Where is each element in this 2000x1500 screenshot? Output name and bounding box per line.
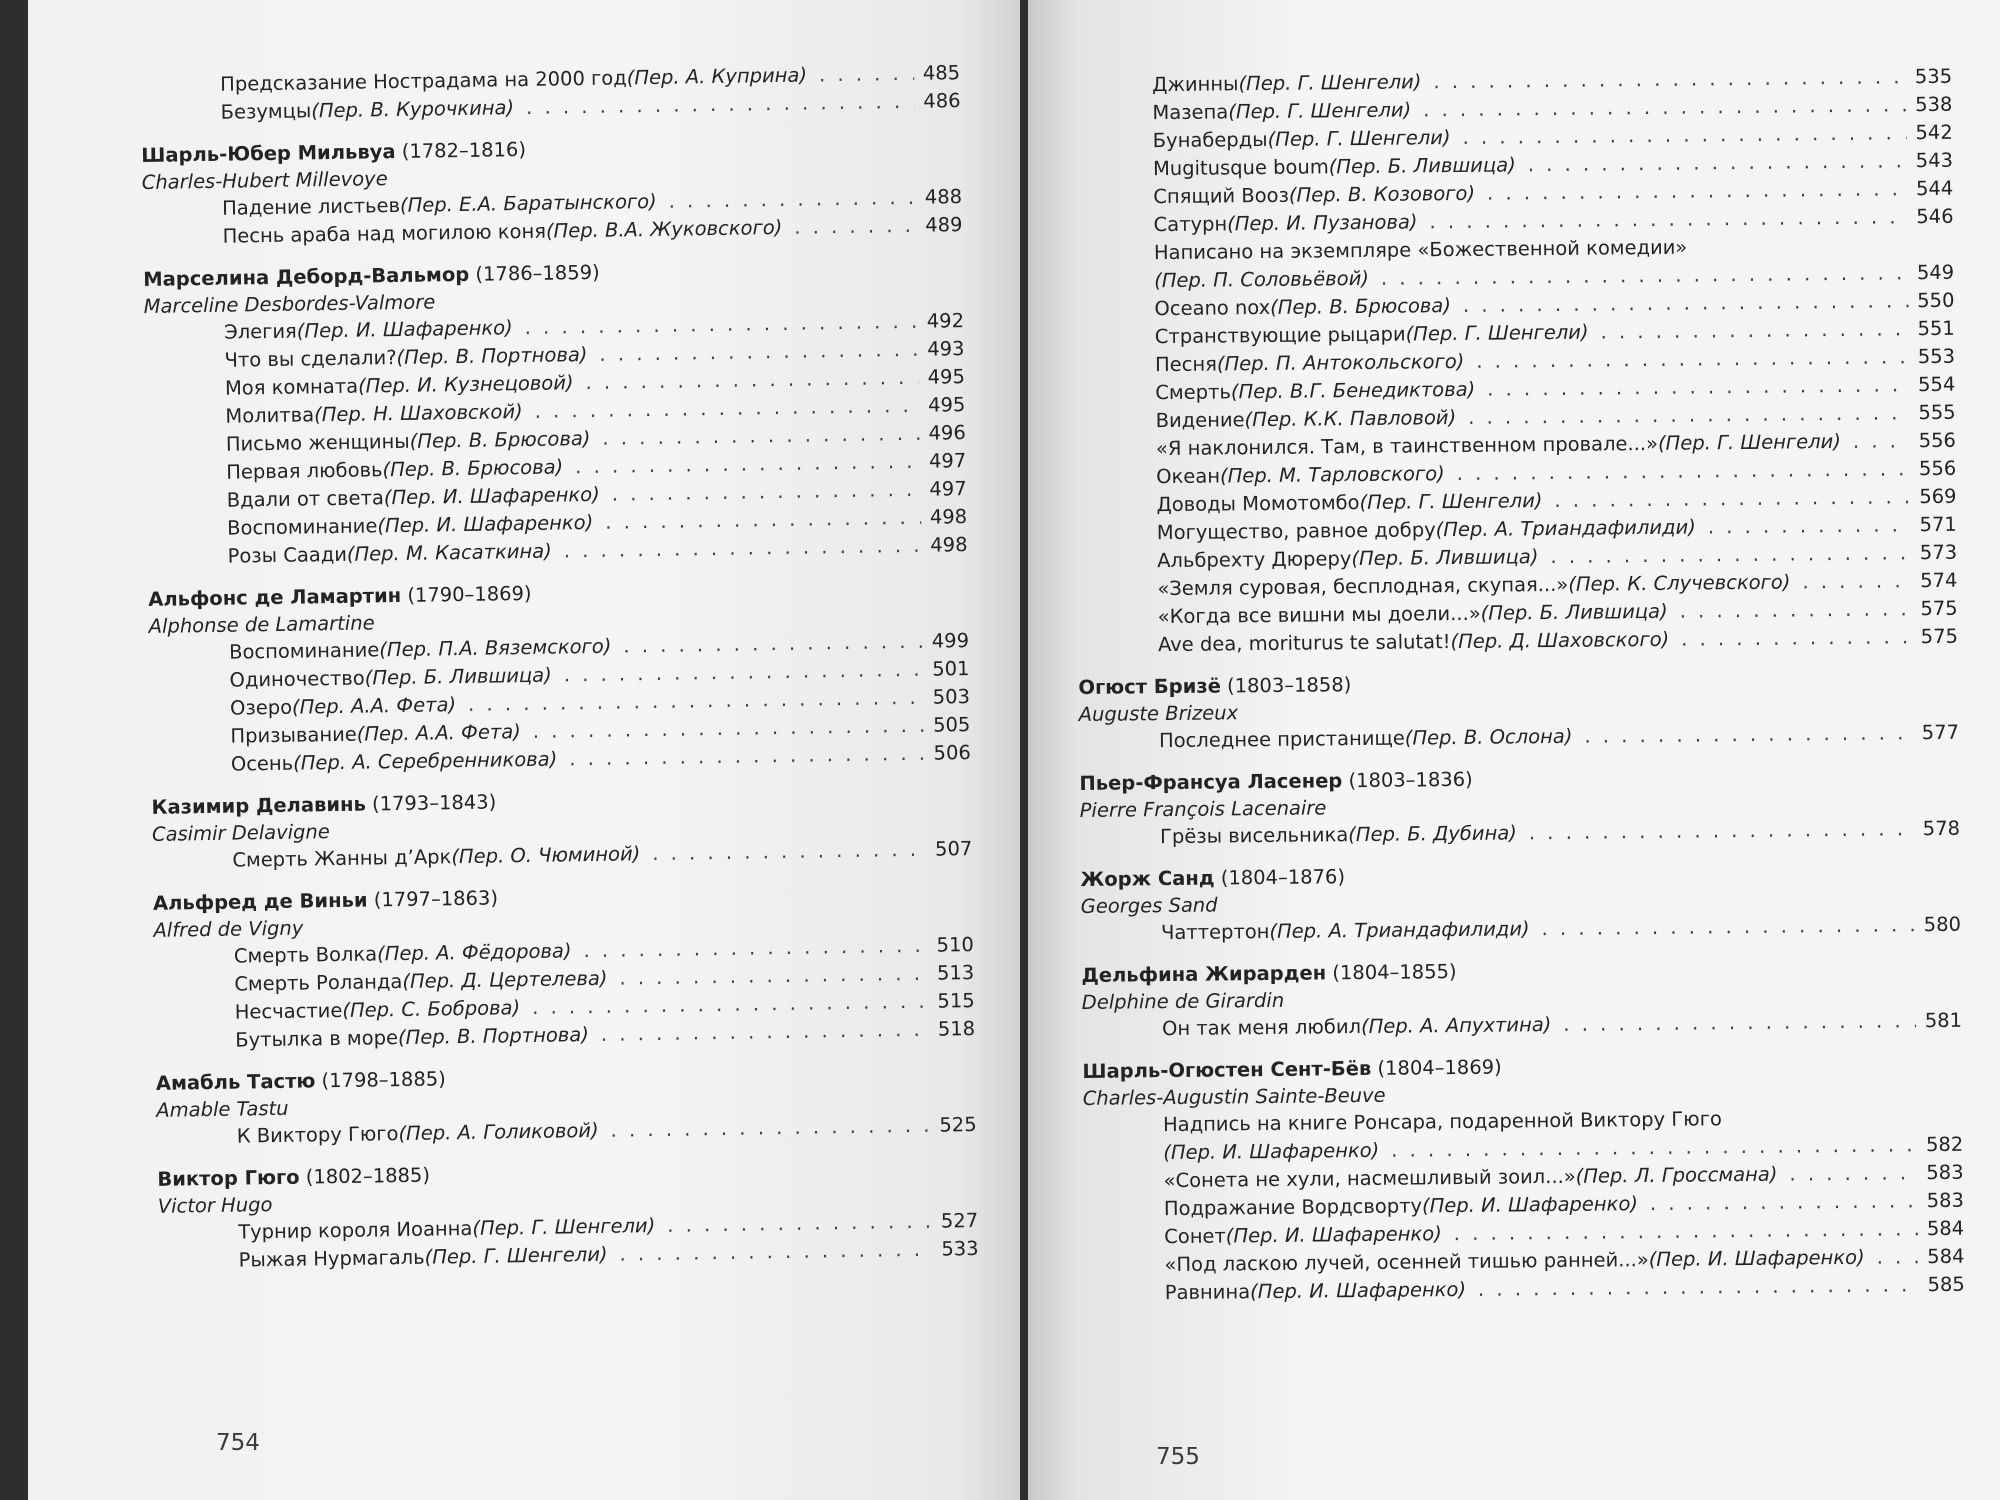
author-years: (1786–1859) bbox=[469, 260, 600, 286]
entry-translator: (Пер. Г. Шенгели) bbox=[1405, 320, 1589, 346]
dot-leader bbox=[1528, 147, 1908, 179]
entry-page-number: 497 bbox=[929, 477, 967, 501]
entry-page-number: 485 bbox=[922, 61, 961, 85]
author-section bbox=[141, 129, 963, 252]
author-name: Пьер-Франсуа Ласенер bbox=[1079, 769, 1343, 795]
author-name: Огюст Бризё bbox=[1078, 674, 1221, 699]
dot-leader bbox=[1853, 427, 1910, 456]
entry-title: Розы Саади bbox=[227, 542, 348, 568]
entry-translator: (Пер. А. Серебренникова) bbox=[293, 747, 558, 775]
dot-leader bbox=[1802, 567, 1911, 596]
entry-translator: (Пер. П. Антокольского) bbox=[1216, 349, 1465, 376]
entry-translator: (Пер. В.Г. Бенедиктова) bbox=[1230, 377, 1476, 404]
author-original-name: Alphonse de Lamartine bbox=[148, 611, 375, 638]
entry-translator: (Пер. В. Ослона) bbox=[1404, 724, 1573, 750]
author-name: Шарль-Огюстен Сент-Бёв bbox=[1082, 1056, 1372, 1083]
author-name: Казимир Делавинь bbox=[151, 792, 366, 819]
dot-leader bbox=[1487, 175, 1908, 207]
entry-translator: (Пер. Г. Шенгели) bbox=[1228, 98, 1412, 124]
entry-translator: (Пер. В. Козового) bbox=[1288, 181, 1476, 207]
entry-page-number: 551 bbox=[1917, 316, 1955, 341]
entry-title: Доводы Момотомбо bbox=[1156, 491, 1360, 517]
entry-page-number: 495 bbox=[927, 393, 966, 417]
dot-leader bbox=[601, 1016, 930, 1049]
author-original-name: Delphine de Girardin bbox=[1081, 988, 1285, 1014]
entry-title: «Когда все вишни мы доели...» bbox=[1157, 601, 1481, 629]
entry-title: Элегия bbox=[223, 319, 298, 344]
entry-translator: (Пер. В.А. Жуковского) bbox=[545, 215, 783, 243]
entry-page-number: 584 bbox=[1927, 1244, 1965, 1269]
entry-page-number: 571 bbox=[1919, 512, 1957, 537]
entry-page-number: 527 bbox=[940, 1208, 979, 1233]
entry-title: Воспоминание bbox=[226, 514, 378, 540]
entry-translator: (Пер. Г. Шенгели) bbox=[1657, 429, 1842, 455]
entry-page-number: 575 bbox=[1920, 624, 1959, 649]
entry-translator: (Пер. М. Тарловского) bbox=[1219, 462, 1445, 488]
entry-title: Грёзы висельника bbox=[1159, 823, 1349, 849]
entry-translator: (Пер. М. Касаткина) bbox=[346, 539, 552, 566]
entry-translator: (Пер. С. Боброва) bbox=[342, 996, 521, 1022]
entry-translator: (Пер. А. Триандафилиди) bbox=[1435, 515, 1696, 542]
entry-translator: (Пер. А. Куприна) bbox=[626, 63, 808, 90]
entry-translator: (Пер. А.А. Фета) bbox=[356, 720, 521, 746]
entry-page-number: 492 bbox=[926, 309, 965, 333]
dot-leader bbox=[1681, 623, 1912, 653]
entry-page-number: 546 bbox=[1916, 204, 1954, 229]
entry-translator: (Пер. Д. Шаховского) bbox=[1450, 627, 1670, 654]
entry-translator: (Пер. И. Кузнецовой) bbox=[357, 371, 574, 398]
entry-translator: (Пер. В. Портнова) bbox=[397, 1023, 590, 1050]
dot-leader bbox=[794, 212, 917, 242]
entry-title: Предсказание Нострадама на 2000 год bbox=[220, 66, 627, 96]
right-page bbox=[1028, 0, 2000, 1500]
entry-title: Странствующие рыцари bbox=[1154, 322, 1406, 349]
entry-page-number: 582 bbox=[1925, 1132, 1964, 1157]
entry-translator: (Пер. О. Чюминой) bbox=[451, 842, 641, 869]
entry-page-number: 510 bbox=[936, 933, 974, 957]
entry-translator: (Пер. В. Брюсова) bbox=[1270, 294, 1452, 319]
author-original-name: Charles-Hubert Millevoye bbox=[141, 167, 388, 194]
page-number-right: 755 bbox=[1156, 1444, 1200, 1470]
entry-translator: (Пер. И. Шафаренко) bbox=[1421, 1192, 1639, 1218]
entry-page-number: 488 bbox=[924, 185, 963, 209]
author-name: Амабль Тастю bbox=[155, 1069, 316, 1095]
entry-page-number: 495 bbox=[927, 365, 966, 389]
entry-title: Равнина bbox=[1164, 1280, 1251, 1305]
entry-title: Смерть bbox=[1155, 380, 1232, 405]
dot-leader bbox=[564, 532, 922, 566]
entry-title: Несчастие bbox=[234, 998, 343, 1024]
author-name: Альфред де Виньи bbox=[152, 888, 368, 915]
dot-leader bbox=[1789, 1159, 1917, 1188]
entry-title: Надпись на книге Ронсара, подаренной Виктору Гюго bbox=[1162, 1107, 1722, 1137]
left-toc bbox=[140, 59, 979, 1276]
entry-translator: (Пер. Е.А. Баратынского) bbox=[399, 189, 657, 217]
entry-page-number: 575 bbox=[1920, 596, 1958, 621]
entry-title: Последнее пристанище bbox=[1158, 726, 1405, 753]
entry-translator: (Пер. К. Случевского) bbox=[1568, 570, 1791, 596]
author-section bbox=[1082, 1049, 1965, 1308]
dot-leader bbox=[1650, 1187, 1918, 1218]
dot-leader bbox=[1876, 1243, 1918, 1271]
author-years: (1790–1869) bbox=[400, 581, 532, 607]
entry-title: Моя комната bbox=[224, 374, 359, 400]
page-number-left: 754 bbox=[216, 1430, 260, 1456]
author-original-name: Victor Hugo bbox=[157, 1193, 273, 1218]
entry-page-number: 574 bbox=[1920, 568, 1958, 593]
entry-page-number: 513 bbox=[936, 961, 975, 985]
author-years: (1782–1816) bbox=[395, 137, 527, 163]
author-original-name: Pierre François Lacenaire bbox=[1079, 796, 1327, 822]
author-section bbox=[1079, 761, 1960, 852]
entry-translator: (Пер. А. Апухтина) bbox=[1360, 1013, 1552, 1039]
entry-page-number: 573 bbox=[1919, 540, 1958, 565]
entry-translator: (Пер. Б. Лившица) bbox=[1480, 599, 1668, 625]
entry-page-number: 544 bbox=[1915, 176, 1954, 201]
entry-title: Призывание bbox=[230, 722, 357, 748]
entry-translator: (Пер. А. Триандафилиди) bbox=[1269, 917, 1530, 943]
entry-page-number: 585 bbox=[1927, 1272, 1965, 1297]
entry-translator: (Пер. Г. Шенгели) bbox=[472, 1214, 656, 1240]
entry-page-number: 493 bbox=[927, 337, 965, 361]
author-original-name: Marceline Desbordes-Valmore bbox=[143, 290, 436, 318]
entry-title: «Я наклонился. Там, в таинственном провале...» bbox=[1155, 431, 1659, 461]
entry-title: Он так меня любил bbox=[1161, 1015, 1362, 1041]
entry-page-number: 581 bbox=[1924, 1008, 1963, 1033]
entry-translator: (Пер. Г. Шенгели) bbox=[1267, 126, 1451, 151]
entry-translator: (Пер. В. Брюсова) bbox=[409, 426, 591, 453]
entry-translator: (Пер. И. Шафаренко) bbox=[1163, 1138, 1380, 1165]
entry-title: Видение bbox=[1155, 408, 1245, 433]
entry-page-number: 538 bbox=[1915, 92, 1953, 117]
author-section bbox=[143, 253, 968, 572]
entry-title: Чаттертон bbox=[1160, 919, 1270, 945]
entry-translator: (Пер. Л. Гроссмана) bbox=[1575, 1162, 1778, 1188]
dot-leader bbox=[1487, 371, 1909, 403]
entry-translator: (Пер. В. Портнова) bbox=[396, 343, 588, 370]
dot-leader bbox=[1468, 399, 1910, 432]
author-years: (1793–1843) bbox=[365, 790, 497, 816]
author-years: (1798–1885) bbox=[315, 1067, 446, 1093]
entry-title: Смерть Жанны д’Арк bbox=[232, 845, 452, 872]
entry-title: «Под ласкою лучей, осенней тишью ранней...» bbox=[1164, 1248, 1649, 1277]
entry-translator: (Пер. Г. Шенгели) bbox=[1359, 489, 1543, 515]
entry-title: «Сонета не хули, насмешливый зоил...» bbox=[1163, 1164, 1576, 1193]
entry-title: Одиночество bbox=[229, 666, 365, 692]
entry-title: Письмо женщины bbox=[225, 429, 410, 456]
entry-page-number: 553 bbox=[1917, 344, 1956, 369]
entry-title: Безумцы bbox=[220, 99, 312, 124]
dot-leader bbox=[1600, 315, 1909, 346]
entry-translator: (Пер. И. Шафаренко) bbox=[377, 510, 594, 538]
dot-leader bbox=[667, 1208, 932, 1240]
entry-title: К Виктору Гюго bbox=[236, 1122, 399, 1148]
entry-page-number: 580 bbox=[1923, 912, 1962, 937]
dot-leader bbox=[1529, 815, 1914, 847]
author-original-name: Casimir Delavigne bbox=[151, 820, 330, 846]
entry-translator: (Пер. Г. Шенгели) bbox=[424, 1242, 608, 1269]
author-section bbox=[157, 1153, 979, 1276]
entry-title: Первая любовь bbox=[226, 458, 383, 484]
author-original-name: Alfred de Vigny bbox=[153, 916, 304, 942]
author-original-name: Georges Sand bbox=[1080, 893, 1218, 918]
dot-leader bbox=[1584, 719, 1913, 750]
dot-leader bbox=[1478, 1271, 1919, 1304]
entry-translator: (Пер. И. Шафаренко) bbox=[1249, 1277, 1467, 1304]
entry-page-number: 550 bbox=[1917, 288, 1955, 313]
author-name: Альфонс де Ламартин bbox=[148, 583, 402, 611]
entry-page-number: 507 bbox=[934, 837, 973, 861]
author-original-name: Charles-Augustin Sainte-Beuve bbox=[1082, 1083, 1386, 1110]
entry-title: Смерть Роланда bbox=[234, 969, 403, 996]
entry-translator: (Пер. И. Пузанова) bbox=[1227, 210, 1418, 236]
entry-title: Мазепа bbox=[1152, 100, 1229, 125]
entry-page-number: 505 bbox=[932, 713, 971, 737]
entry-translator: (Пер. Б. Лившица) bbox=[364, 663, 552, 690]
author-years: (1803–1836) bbox=[1342, 767, 1473, 793]
entry-translator: (Пер. Б. Лившица) bbox=[1328, 153, 1516, 179]
entry-title: Джинны bbox=[1152, 72, 1239, 97]
entry-page-number: 503 bbox=[932, 685, 971, 709]
entry-page-number: 542 bbox=[1915, 120, 1953, 145]
entry-page-number: 555 bbox=[1918, 400, 1956, 425]
entry-page-number: 583 bbox=[1926, 1188, 1964, 1213]
author-years: (1797–1863) bbox=[367, 886, 499, 912]
author-original-name: Auguste Brizeux bbox=[1078, 701, 1239, 726]
entry-page-number: 501 bbox=[932, 657, 970, 681]
entry-title: Альбрехту Дюреру bbox=[1157, 547, 1352, 573]
dot-leader bbox=[819, 60, 915, 89]
entry-title: Турнир короля Иоанна bbox=[238, 1216, 473, 1244]
entry-title: Озеро bbox=[229, 695, 293, 720]
entry-title: Песнь араба над могилою коня bbox=[222, 219, 547, 248]
entry-translator: (Пер. А. Фёдорова) bbox=[376, 939, 572, 966]
dot-leader bbox=[1541, 911, 1915, 943]
entry-page-number: 497 bbox=[928, 449, 967, 473]
entry-title: Бунаберды bbox=[1152, 127, 1268, 153]
entry-translator: (Пер. Б. Лившица) bbox=[1351, 545, 1539, 571]
entry-title: Спящий Вооз bbox=[1153, 183, 1290, 209]
entry-page-number: 499 bbox=[931, 629, 970, 653]
entry-title: Рыжая Нурмагаль bbox=[238, 1245, 425, 1272]
entry-translator: (Пер. И. Шафаренко) bbox=[383, 482, 600, 510]
author-original-name: Amable Tastu bbox=[156, 1096, 289, 1122]
entry-title: Воспоминание bbox=[228, 638, 380, 664]
author-years: (1804–1869) bbox=[1371, 1055, 1502, 1080]
right-toc bbox=[1072, 63, 1965, 1308]
entry-title: Сонет bbox=[1164, 1224, 1226, 1249]
entry-title: Вдали от света bbox=[226, 486, 385, 512]
entry-page-number: 498 bbox=[930, 533, 968, 557]
entry-translator: (Пер. А. Голиковой) bbox=[398, 1118, 599, 1146]
dot-leader bbox=[526, 88, 915, 122]
entry-translator: (Пер. И. Шафаренко) bbox=[1225, 1222, 1442, 1248]
entry-page-number: 486 bbox=[923, 89, 961, 113]
dot-leader bbox=[619, 1236, 933, 1269]
entry-title: Падение листьев bbox=[221, 193, 401, 220]
entry-page-number: 584 bbox=[1926, 1216, 1965, 1241]
entry-title: Oceano nox bbox=[1154, 295, 1271, 321]
dot-leader bbox=[1708, 511, 1911, 541]
entry-page-number: 578 bbox=[1922, 816, 1961, 841]
entry-title: Написано на экземпляре «Божественной комедии» bbox=[1153, 235, 1688, 265]
entry-page-number: 498 bbox=[929, 505, 968, 529]
author-name: Жорж Санд bbox=[1080, 866, 1215, 891]
entry-translator: (Пер. В. Курочкина) bbox=[311, 96, 515, 123]
dot-leader bbox=[1554, 483, 1910, 515]
entry-translator: (Пер. И. Шафаренко) bbox=[1648, 1245, 1865, 1272]
author-years: (1804–1855) bbox=[1326, 960, 1457, 985]
author-section bbox=[156, 1057, 977, 1152]
entry-page-number: 577 bbox=[1921, 720, 1960, 745]
entry-title: Сатурн bbox=[1153, 212, 1228, 237]
entry-translator: (Пер. П.А. Вяземского) bbox=[379, 634, 612, 662]
entry-page-number: 489 bbox=[925, 213, 963, 237]
entry-title: Осень bbox=[230, 751, 294, 776]
entry-translator: (Пер. И. Шафаренко) bbox=[296, 316, 513, 343]
entry-title: Могущество, равное добру bbox=[1156, 518, 1436, 545]
dot-leader bbox=[1680, 595, 1912, 625]
entry-page-number: 496 bbox=[928, 421, 966, 445]
author-section bbox=[1080, 857, 1961, 948]
dot-leader bbox=[569, 740, 925, 774]
author-section bbox=[1081, 953, 1962, 1044]
entry-title: «Земля суровая, бесплодная, скупая...» bbox=[1157, 572, 1569, 601]
dot-leader bbox=[668, 184, 916, 216]
entry-translator: (Пер. Д. Цертелева) bbox=[402, 966, 608, 993]
author-name: Марселина Деборд-Вальмор bbox=[143, 262, 470, 291]
entry-translator: (Пер. Н. Шаховской) bbox=[313, 400, 523, 427]
author-years: (1802–1885) bbox=[299, 1163, 431, 1189]
left-page bbox=[28, 0, 1020, 1500]
entry-title: Песня bbox=[1154, 352, 1218, 377]
entry-translator: (Пер. В. Брюсова) bbox=[382, 455, 564, 482]
author-name: Шарль-Юбер Мильвуа bbox=[141, 139, 396, 167]
entry-page-number: 554 bbox=[1917, 372, 1956, 397]
entry-title: Океан bbox=[1156, 464, 1221, 489]
dot-leader bbox=[1429, 203, 1907, 236]
entry-title: Молитва bbox=[225, 403, 315, 428]
entry-page-number: 556 bbox=[1918, 456, 1957, 481]
entry-title: Бутылка в море bbox=[235, 1026, 399, 1052]
author-name: Дельфина Жирарден bbox=[1081, 961, 1327, 987]
dot-leader bbox=[652, 836, 926, 868]
author-name: Виктор Гюго bbox=[157, 1165, 300, 1191]
entry-page-number: 569 bbox=[1919, 484, 1957, 509]
entry-title: Что вы сделали? bbox=[224, 346, 397, 372]
entry-page-number: 556 bbox=[1918, 428, 1957, 453]
author-section bbox=[153, 877, 976, 1056]
entry-page-number: 549 bbox=[1916, 260, 1955, 285]
dot-leader bbox=[610, 1112, 931, 1145]
entry-translator: (Пер. П. Соловьёвой) bbox=[1154, 266, 1370, 293]
entry-translator: (Пер. Г. Шенгели) bbox=[1238, 70, 1422, 96]
entry-title: Подражание Вордсворту bbox=[1163, 1194, 1423, 1221]
entry-page-number: 543 bbox=[1915, 148, 1954, 173]
entry-translator: (Пер. Б. Дубина) bbox=[1348, 821, 1517, 847]
dot-leader bbox=[1476, 343, 1909, 376]
dot-leader bbox=[1550, 539, 1911, 571]
entry-translator: (Пер. К.К. Павловой) bbox=[1244, 405, 1457, 432]
entry-translator: (Пер. А.А. Фета) bbox=[291, 693, 457, 719]
entry-page-number: 535 bbox=[1914, 64, 1953, 89]
author-section bbox=[1078, 665, 1959, 756]
author-years: (1803–1858) bbox=[1220, 673, 1352, 698]
author-section bbox=[148, 573, 971, 780]
entry-page-number: 533 bbox=[941, 1236, 979, 1261]
entry-title: Смерть Волка bbox=[233, 942, 378, 968]
entry-page-number: 515 bbox=[937, 989, 975, 1013]
author-years: (1804–1876) bbox=[1214, 865, 1346, 890]
entry-title: Ave dea, moriturus te salutat! bbox=[1157, 630, 1451, 657]
entry-page-number: 525 bbox=[939, 1112, 977, 1137]
entry-page-number: 518 bbox=[937, 1017, 976, 1041]
entry-page-number: 583 bbox=[1926, 1160, 1964, 1185]
author-section bbox=[151, 781, 972, 876]
dot-leader bbox=[1563, 1007, 1916, 1039]
entry-title: Mugitusque boum bbox=[1152, 155, 1329, 181]
entry-page-number: 506 bbox=[933, 741, 971, 765]
